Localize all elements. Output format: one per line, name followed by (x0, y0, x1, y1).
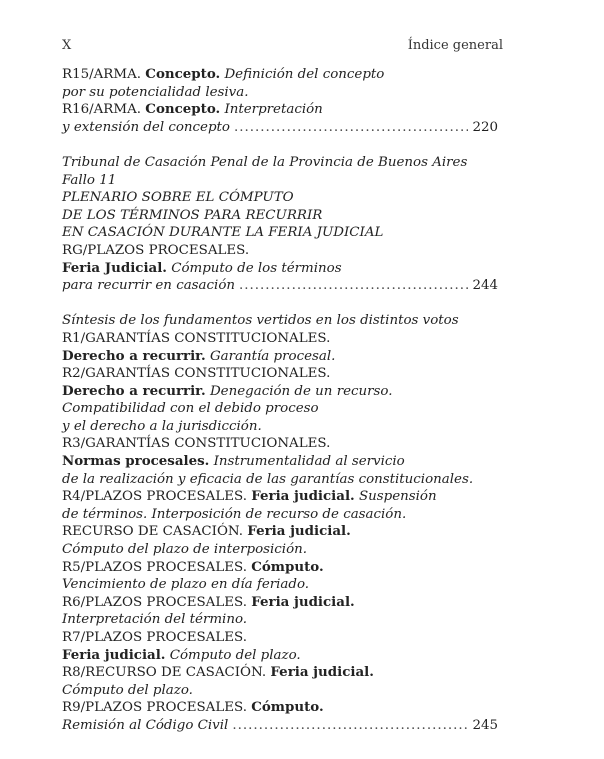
plain-text: R1/GARANTÍAS CONSTITUCIONALES. (62, 330, 331, 346)
italic-text: Definición del concepto (220, 67, 385, 82)
bold-keyword: Concepto. (145, 66, 221, 82)
bold-keyword: Derecho a recurrir. (62, 347, 206, 364)
italic-text: por su potencialidad lesiva. (62, 84, 249, 100)
bold-keyword: Derecho a recurrir. (62, 382, 206, 399)
toc-line (62, 260, 498, 278)
toc-line (62, 189, 498, 207)
toc-line (62, 312, 498, 330)
plain-text: R4/PLAZOS PROCESALES. (62, 489, 252, 505)
bold-keyword: Concepto. (145, 101, 221, 118)
toc-line-text (62, 612, 247, 627)
dot-leader (234, 119, 468, 137)
plain-text: R2/GARANTÍAS CONSTITUCIONALES. (62, 366, 331, 382)
section-spacer (62, 136, 498, 154)
italic-text: EN CASACIÓN DURANTE LA FERIA JUDICIAL (62, 225, 384, 241)
toc-line-text (62, 577, 309, 592)
toc-line (62, 453, 498, 471)
italic-text: PLENARIO SOBRE EL CÓMPUTO (62, 190, 294, 206)
italic-text: Suspensión (354, 489, 437, 505)
toc-entry-with-page (62, 119, 498, 137)
toc-line (62, 400, 498, 418)
plain-text: R3/GARANTÍAS CONSTITUCIONALES. (62, 436, 331, 452)
toc-line-text (62, 595, 355, 610)
bold-keyword: Normas procesales. (62, 453, 210, 470)
plain-text: RG/PLAZOS PROCESALES. (62, 242, 250, 258)
toc-line (62, 66, 498, 84)
italic-text: Interpretación del término. (62, 612, 248, 628)
italic-text: DE LOS TÉRMINOS PARA RECURRIR (62, 207, 323, 223)
toc-line-text (62, 665, 374, 680)
toc-line-text (62, 507, 406, 522)
toc-line-text (62, 173, 116, 188)
bold-keyword: Feria Judicial. (62, 259, 167, 276)
toc-line-text (62, 67, 384, 82)
toc-line-text (62, 401, 319, 416)
toc-line-text (62, 700, 324, 715)
bold-keyword: Feria judicial. (251, 593, 355, 610)
toc-line (62, 101, 498, 119)
toc-line-text (62, 102, 323, 117)
dot-leader (239, 277, 468, 295)
section-spacer (62, 295, 498, 313)
bold-keyword: Feria judicial. (251, 488, 355, 505)
running-header (62, 38, 503, 56)
toc-line-text (62, 384, 393, 399)
page-number: 244 (472, 278, 498, 294)
dot-leader (232, 717, 468, 735)
toc-line (62, 699, 498, 717)
italic-text: de la realización y eficacia de las garantías constitucionales. (62, 471, 474, 487)
italic-text: Garantía procesal. (205, 348, 336, 364)
toc-line-text (62, 366, 330, 381)
toc-line-text (62, 560, 324, 575)
italic-text: Cómputo de los términos (166, 260, 342, 276)
italic-text: Compatibilidad con el debido proceso (62, 401, 319, 417)
running-title: Índice general (407, 38, 503, 53)
toc-line (62, 383, 498, 401)
table-of-contents (62, 66, 498, 735)
toc-line (62, 154, 498, 172)
plain-text: R9/PLAZOS PROCESALES. (62, 700, 252, 716)
toc-entry-with-page (62, 277, 498, 295)
toc-line (62, 330, 498, 348)
toc-line (62, 541, 498, 559)
bold-keyword: Feria judicial. (270, 664, 374, 681)
italic-text: Cómputo del plazo de interposición. (62, 542, 308, 558)
toc-line (62, 172, 498, 190)
toc-line (62, 207, 498, 225)
italic-text: Cómputo del plazo. (165, 647, 301, 663)
toc-line-text (62, 313, 459, 328)
italic-text: Denegación de un recurso. (205, 383, 393, 399)
toc-line (62, 242, 498, 260)
toc-line (62, 348, 498, 366)
toc-line-text (62, 261, 342, 276)
page-number-roman: X (62, 38, 72, 53)
toc-line (62, 664, 498, 682)
plain-text: RECURSO DE CASACIÓN. (62, 524, 248, 540)
toc-line-text (62, 524, 351, 539)
toc-line (62, 84, 498, 102)
toc-entry-with-page (62, 717, 498, 735)
toc-line-text (62, 630, 247, 645)
toc-line-text (62, 436, 330, 451)
italic-text: para recurrir en casación (62, 278, 235, 294)
toc-line-text (62, 717, 228, 735)
plain-text: R6/PLAZOS PROCESALES. (62, 594, 252, 610)
plain-text: R16/ARMA. (62, 102, 146, 118)
italic-text: Fallo 11 (62, 172, 117, 188)
page-number: 220 (472, 119, 498, 135)
toc-line-text (62, 331, 330, 346)
page-number: 245 (472, 717, 498, 733)
italic-text: Cómputo del plazo. (62, 682, 193, 698)
toc-line-text (62, 489, 437, 504)
plain-text: R8/RECURSO DE CASACIÓN. (62, 665, 271, 681)
toc-line (62, 471, 498, 489)
toc-line-text (62, 155, 467, 170)
toc-line-text (62, 542, 307, 557)
toc-line (62, 435, 498, 453)
toc-line-text (62, 454, 405, 469)
toc-line-text (62, 243, 249, 258)
toc-line-text (62, 472, 473, 487)
bold-keyword: Cómputo. (251, 558, 324, 575)
italic-text: y extensión del concepto (62, 119, 230, 135)
toc-line (62, 224, 498, 242)
toc-line-text (62, 419, 262, 434)
toc-line (62, 682, 498, 700)
toc-line-text (62, 119, 230, 137)
toc-line-text (62, 85, 249, 100)
toc-line-text (62, 648, 301, 663)
toc-line-text (62, 277, 235, 295)
italic-text: Instrumentalidad al servicio (209, 454, 405, 470)
toc-line (62, 559, 498, 577)
toc-line-text (62, 190, 294, 205)
toc-line (62, 365, 498, 383)
toc-line (62, 611, 498, 629)
toc-line (62, 523, 498, 541)
italic-text: de términos. Interposición de recurso de casación. (62, 506, 407, 522)
italic-text: Interpretación (220, 102, 323, 118)
toc-line-text (62, 208, 322, 223)
toc-line (62, 506, 498, 524)
toc-line (62, 576, 498, 594)
bold-keyword: Feria judicial. (62, 646, 166, 663)
toc-line (62, 594, 498, 612)
toc-line-text (62, 349, 335, 364)
toc-line-text (62, 683, 193, 698)
plain-text: R15/ARMA. (62, 67, 146, 82)
plain-text: R5/PLAZOS PROCESALES. (62, 559, 252, 575)
toc-line (62, 647, 498, 665)
italic-text: Tribunal de Casación Penal de la Provincia de Buenos Aires (62, 154, 468, 170)
toc-line (62, 488, 498, 506)
plain-text: R7/PLAZOS PROCESALES. (62, 630, 247, 645)
bold-keyword: Cómputo. (251, 699, 324, 716)
toc-line (62, 629, 498, 647)
bold-keyword: Feria judicial. (247, 523, 351, 540)
italic-text: y el derecho a la jurisdicción. (62, 418, 262, 434)
italic-text: Síntesis de los fundamentos vertidos en los distintos votos (62, 313, 459, 329)
toc-line (62, 418, 498, 436)
italic-text: Remisión al Código Civil (62, 717, 229, 733)
toc-line-text (62, 225, 383, 240)
italic-text: Vencimiento de plazo en día feriado. (62, 577, 310, 593)
